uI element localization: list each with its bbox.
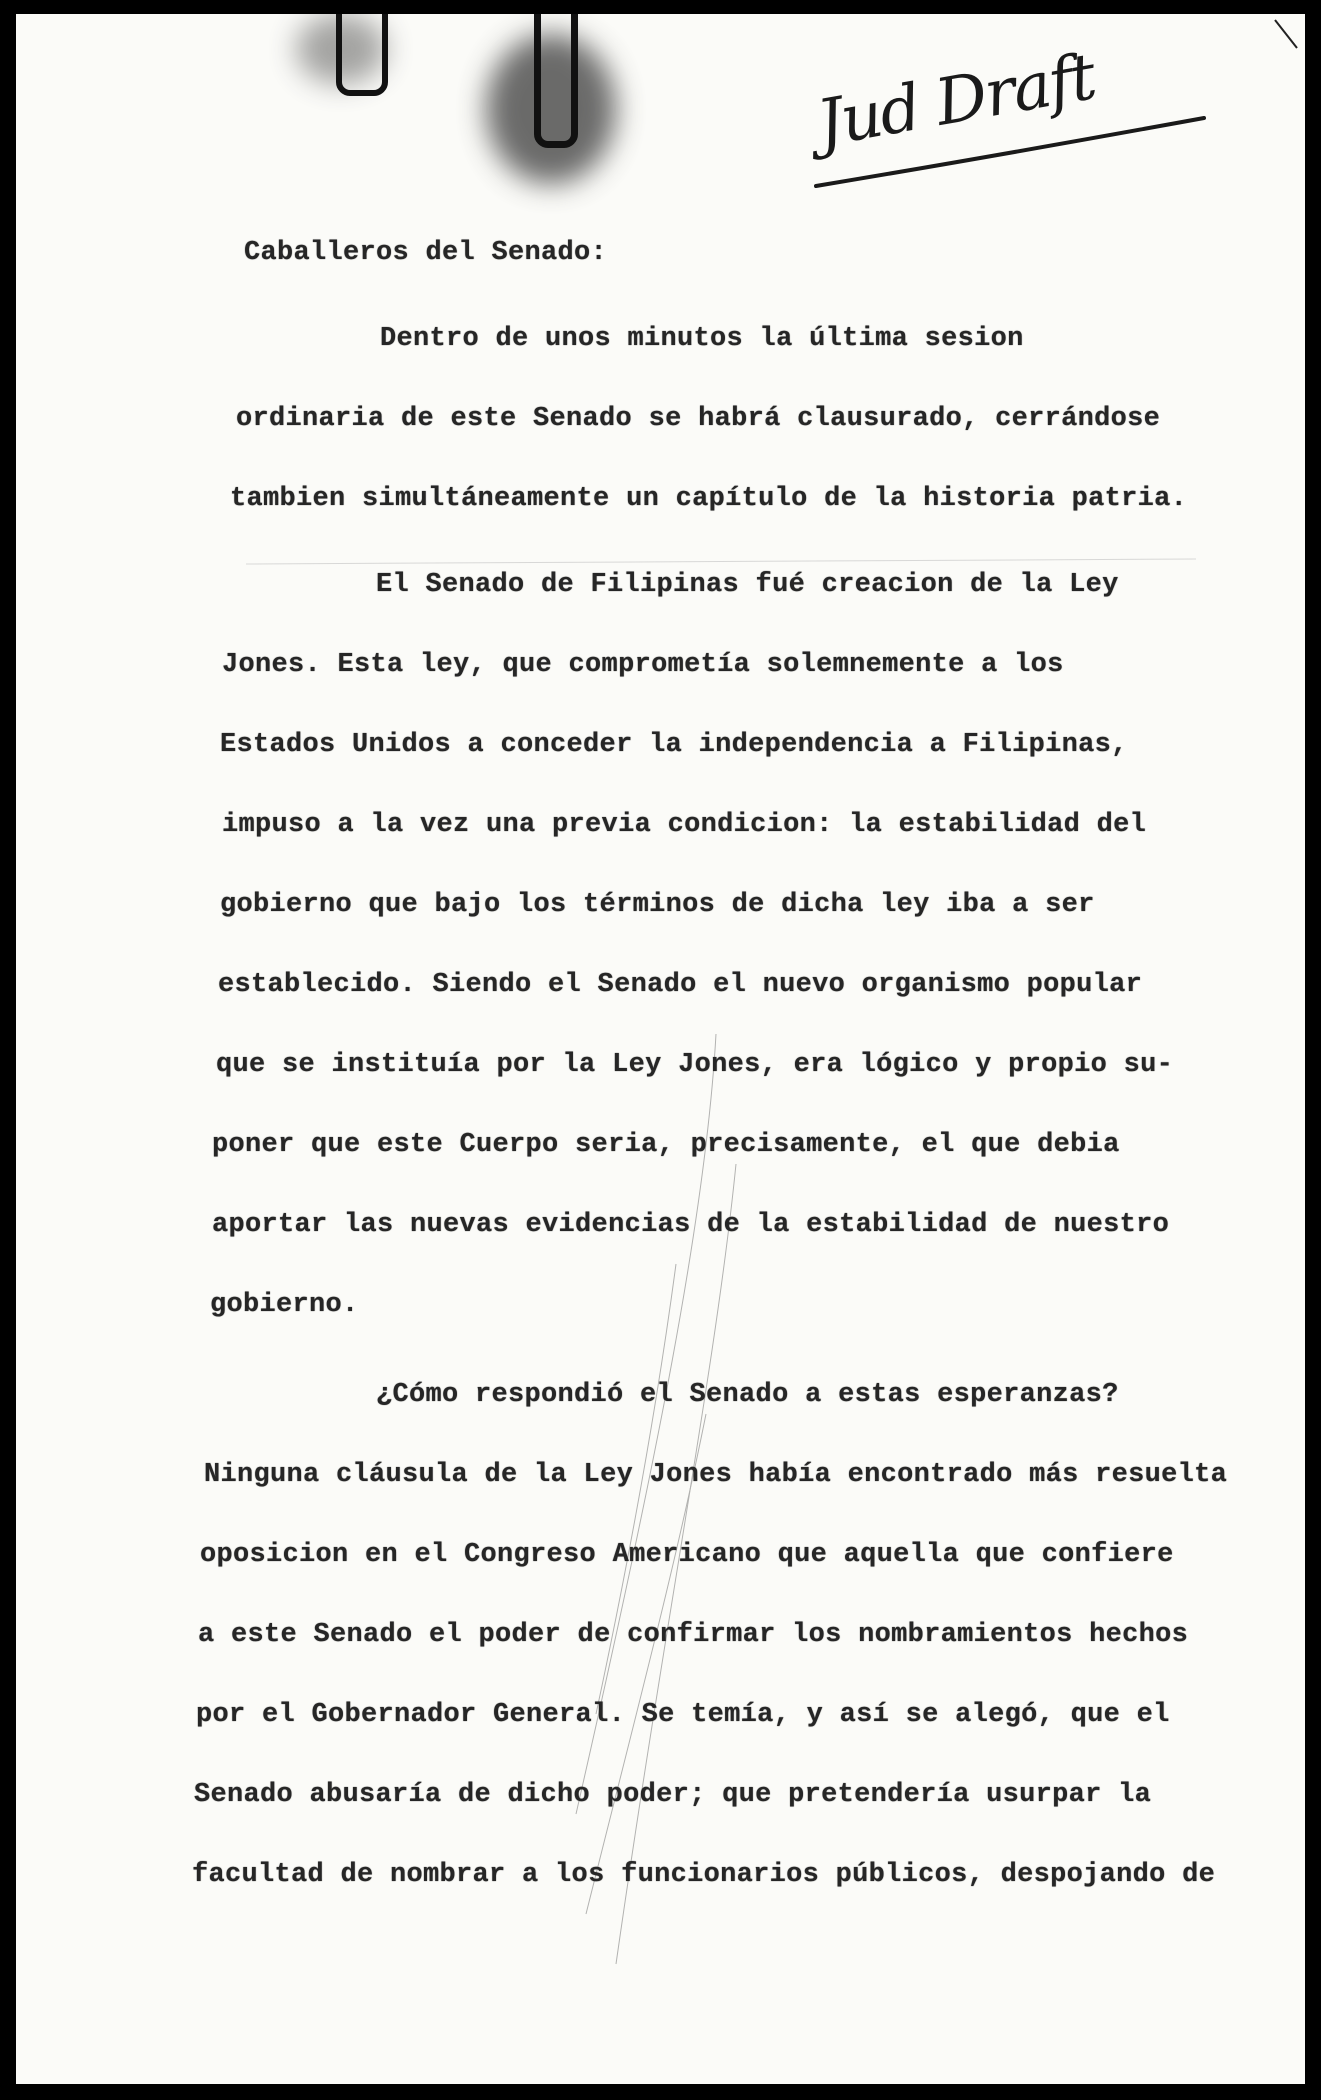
text-line: por el Gobernador General. Se temía, y así se alegó, que el [196, 1700, 1170, 1730]
paper-clip-mark [336, 14, 388, 96]
text-line: poner que este Cuerpo seria, precisamente, el que debia [212, 1130, 1120, 1160]
handwritten-note-text: Jud Draft [811, 40, 1100, 162]
text-line: ¿Cómo respondió el Senado a estas esperanzas? [376, 1380, 1119, 1410]
text-line: que se instituía por la Ley Jones, era lógico y propio su- [216, 1050, 1174, 1080]
underline-stroke [796, 56, 1216, 206]
salutation: Caballeros del Senado: [244, 238, 608, 268]
handwritten-annotation [796, 40, 1216, 206]
document-page [16, 14, 1305, 2084]
text-line: impuso a la vez una previa condicion: la estabilidad del [222, 810, 1147, 840]
text-line: oposicion en el Congreso Americano que aquella que confiere [200, 1540, 1174, 1570]
text-line: Senado abusaría de dicho poder; que pretendería usurpar la [194, 1780, 1152, 1810]
text-line: tambien simultáneamente un capítulo de la historia patria. [230, 484, 1188, 514]
text-line: El Senado de Filipinas fué creacion de la Ley [376, 570, 1119, 600]
text-line: establecido. Siendo el Senado el nuevo organismo popular [218, 970, 1143, 1000]
text-line: ordinaria de este Senado se habrá clausurado, cerrándose [236, 404, 1161, 434]
text-line: aportar las nuevas evidencias de la estabilidad de nuestro [212, 1210, 1170, 1240]
text-line: facultad de nombrar a los funcionarios públicos, despojando de [192, 1860, 1216, 1890]
text-line: Ninguna cláusula de la Ley Jones había encontrado más resuelta [204, 1460, 1228, 1490]
text-line: gobierno. [210, 1290, 359, 1320]
folded-corner-icon [1273, 18, 1299, 58]
text-line: a este Senado el poder de confirmar los nombramientos hechos [198, 1620, 1189, 1650]
text-line: Dentro de unos minutos la última sesion [380, 324, 1024, 354]
text-line: Estados Unidos a conceder la independencia a Filipinas, [220, 730, 1128, 760]
text-line: gobierno que bajo los términos de dicha ley iba a ser [220, 890, 1095, 920]
text-line: Jones. Esta ley, que comprometía solemnemente a los [222, 650, 1064, 680]
paper-clip-mark [534, 14, 578, 148]
